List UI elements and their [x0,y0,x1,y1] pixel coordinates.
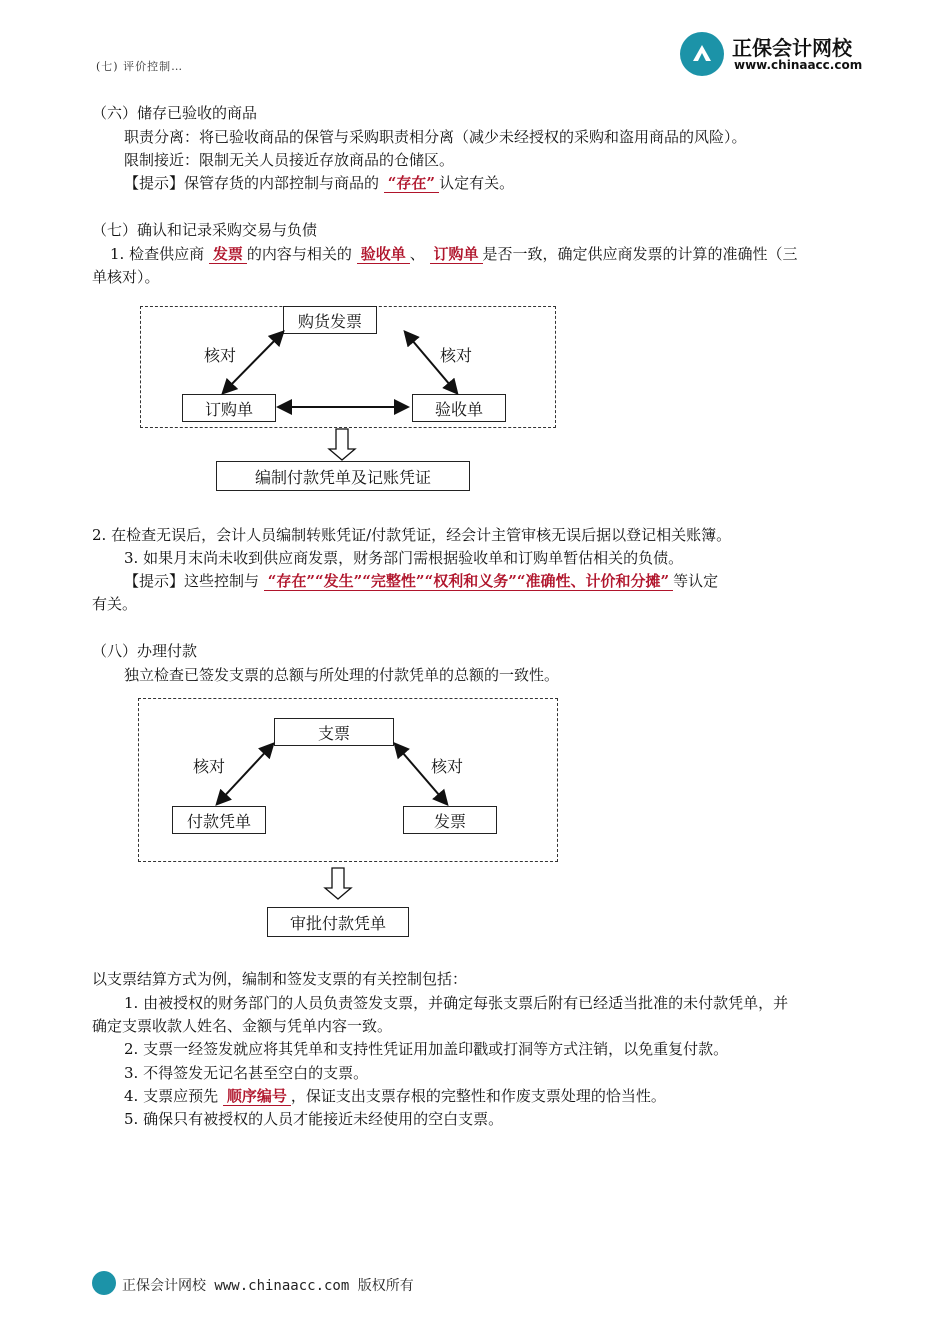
section8-item5: 5. 确保只有被授权的人员才能接近未经使用的空白支票。 [124,1110,504,1128]
footer-logo-icon [92,1271,116,1295]
arrow2-top-right [396,745,446,803]
section7-title: （七）确认和记录采购交易与负债 [92,221,318,239]
keyword-existence: “存在” [384,174,439,193]
section8-item3: 3. 不得签发无记名甚至空白的支票。 [124,1064,369,1082]
item4-text-b: ，保证支出支票存根的完整性和作废支票处理的恰当性。 [290,1087,666,1105]
section8-item1: 1. 由被授权的财务部门的人员负责签发支票，并确定每张支票后附有已经适当批准的未付款凭单，并 [124,994,789,1012]
diagram2-left-box: 付款凭单 [172,806,266,834]
section7-tip-cont: 有关。 [92,595,138,613]
diagram2-result-box: 审批付款凭单 [267,907,409,937]
section8-title: （八）办理付款 [92,642,198,660]
section8-item4 [124,1085,666,1107]
brand-url: www.chinaacc.com [734,58,863,72]
diagram1-right-box: 验收单 [412,394,506,422]
section6-line1: 职责分离：将已验收商品的保管与采购职责相分离（减少未经授权的采购和盗用商品的风险）。 [124,128,747,146]
section8-line1: 独立检查已签发支票的总额与所处理的付款凭单的总额的一致性。 [124,666,560,684]
diagram1-left-box: 订购单 [182,394,276,422]
diagram2-check-right: 核对 [431,757,464,776]
diagram2-check-left: 核对 [193,757,226,776]
section8-item1-cont: 确定支票收款人姓名、金额与凭单内容一致。 [92,1017,393,1035]
section7-item2: 2. 在检查无误后，会计人员编制转账凭证/付款凭证，经会计主管审核无误后据以登记相关账簿。 [92,526,732,544]
section8-intro: 以支票结算方式为例，编制和签发支票的有关控制包括： [92,970,468,988]
diagram1-check-right: 核对 [440,346,473,365]
keyword-assertions: “存在”“发生”“完整性”“权利和义务”“准确性、计价和分摊” [264,572,673,591]
section6-title: （六）储存已验收的商品 [92,104,258,122]
item4-text-a: 4. 支票应预先 [124,1087,219,1105]
keyword-receiving-report: 验收单 [357,245,410,264]
diagram2-top-box: 支票 [274,718,394,746]
section6-line2: 限制接近：限制无关人员接近存放商品的仓储区。 [124,151,455,169]
item1-text-c: 、 [409,245,425,263]
diagram1-top-box: 购货发票 [283,306,377,334]
tip-prefix: 【提示】保管存货的内部控制与商品的 [124,174,380,192]
header-fragment: (七) 评价控制… [96,60,184,73]
brand-name: 正保会计网校 [732,36,852,60]
tip-suffix: 等认定 [673,572,719,590]
diagram1-result-box: 编制付款凭单及记账凭证 [216,461,470,491]
tip-suffix: 认定有关。 [439,174,515,192]
item1-text-d: 是否一致，确定供应商发票的计算的准确性（三 [482,245,798,263]
keyword-invoice: 发票 [209,245,247,264]
down-arrow-2 [325,868,351,899]
diagram1-check-left: 核对 [204,346,237,365]
item1-text-a: 1. 检查供应商 [110,245,205,263]
keyword-purchase-order: 订购单 [430,245,483,264]
arrow2-top-left [218,745,272,803]
item1-text-b: 的内容与相关的 [246,245,352,263]
section7-item1-cont: 单核对）。 [92,268,160,286]
footer-copyright: 正保会计网校 www.chinaacc.com 版权所有 [122,1278,414,1294]
section8-item2: 2. 支票一经签发就应将其凭单和支持性凭证用加盖印戳或打洞等方式注销，以免重复付款。 [124,1040,729,1058]
tip-prefix: 【提示】这些控制与 [124,572,260,590]
section7-item3: 3. 如果月末尚未收到供应商发票，财务部门需根据验收单和订购单暂估相关的负债。 [124,549,684,567]
diagram2-right-box: 发票 [403,806,497,834]
keyword-sequential-numbering: 顺序编号 [223,1087,291,1106]
